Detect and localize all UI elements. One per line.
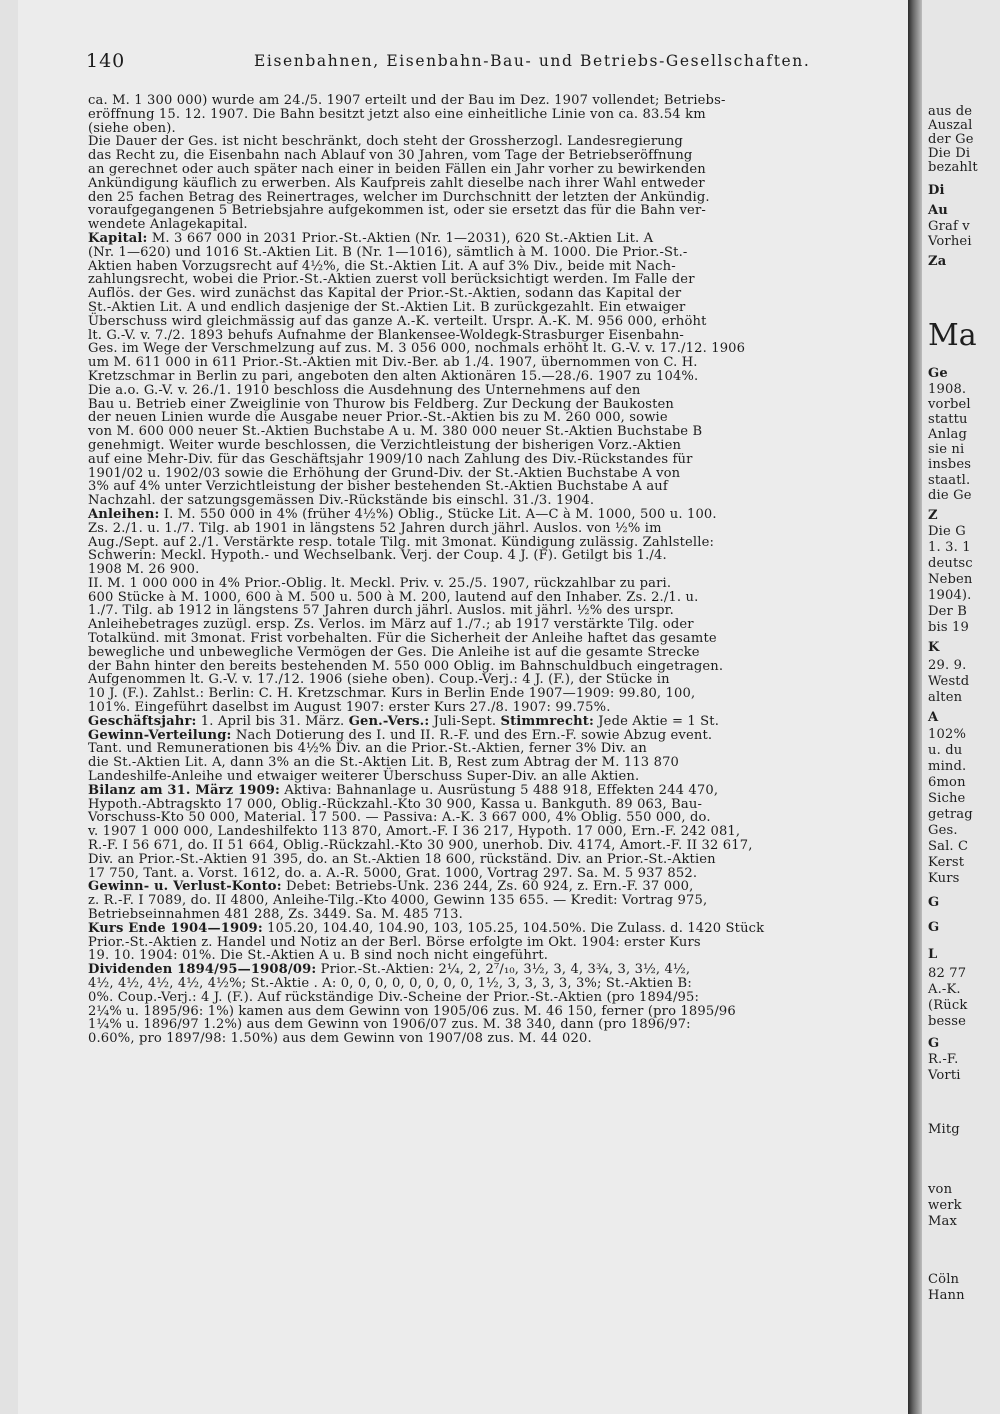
adjacent-page-line: G xyxy=(928,920,940,935)
line-text: lt. G.-V. v. 7./2. 1893 behufs Aufnahme der Blankensee-Woldegk-Strasburger Eisenbahn- xyxy=(88,327,684,343)
line-text: 1. April bis 31. März. xyxy=(196,713,349,729)
text-line xyxy=(88,549,894,563)
line-text: 0%. Coup.-Verj.: 4 J. (F.). Auf rückständige Div.-Scheine der Prior.-St.-Aktien (pro 1894/95: xyxy=(88,989,700,1005)
line-text: das Recht zu, die Eisenbahn nach Ablauf von 30 Jahren, vom Tage der Betriebseröffnung xyxy=(88,148,693,164)
text-line xyxy=(88,204,894,218)
line-text: Nachzahl. der satzungsgemässen Div.-Rückstände bis einschl. 31./3. 1904. xyxy=(88,493,595,509)
adjacent-page-line: Vorhei xyxy=(928,234,972,249)
adjacent-page-line: Graf v xyxy=(928,219,970,234)
adjacent-page-line: u. du xyxy=(928,743,963,758)
line-text: Aktiva: Bahnanlage u. Ausrüstung 5 488 918, Effekten 244 470, xyxy=(280,782,719,798)
adjacent-page-line: Mitg xyxy=(928,1122,960,1137)
text-line xyxy=(88,604,894,618)
line-text: R.-F. I 56 671, do. II 51 664, Oblig.-Rückzahl.-Kto 30 900, unerhob. Div. 4174, Amort.-F. II 32 617, xyxy=(88,838,753,854)
adjacent-page-line: Vorti xyxy=(928,1068,961,1083)
text-line xyxy=(88,853,894,867)
text-line xyxy=(88,1032,894,1046)
line-text: Tant. und Remunerationen bis 4½% Div. an die Prior.-St.-Aktien, ferner 3% Div. an xyxy=(88,741,647,757)
line-text: ca. M. 1 300 000) wurde am 24./5. 1907 erteilt und der Bau im Dez. 1907 vollendet; Betriebs- xyxy=(88,93,726,108)
adjacent-page-line: bezahlt xyxy=(928,160,978,175)
adjacent-page-line: Westd xyxy=(928,674,970,689)
line-text: Nach Dotierung des I. und II. R.-F. und des Ern.-F. sowie Abzug event. xyxy=(231,727,713,743)
line-text: 19. 10. 1904: 01%. Die St.-Aktien A u. B sind noch nicht eingeführt. xyxy=(88,948,549,964)
text-line xyxy=(88,536,894,550)
adjacent-page-line: Di xyxy=(928,183,945,198)
adjacent-page-line: A.-K. xyxy=(928,982,961,997)
text-line xyxy=(88,356,894,370)
text-line xyxy=(88,977,894,991)
text-line xyxy=(88,729,894,743)
line-text: St.-Aktien Lit. A und endlich dasjenige der St.-Aktien Lit. B zurückgezahlt. Ein etwaiger xyxy=(88,299,686,315)
adjacent-page-line: alten xyxy=(928,690,963,705)
line-text: Zs. 2./1. u. 1./7. Tilg. ab 1901 in längstens 52 Jahren durch jährl. Auslos. von ½% im xyxy=(88,520,662,536)
text-line xyxy=(88,922,894,936)
line-text: 1¼% u. 1896/97 1.2%) aus dem Gewinn von 1906/07 zus. M. 38 340, dann (pro 1896/97: xyxy=(88,1017,691,1033)
line-text: (siehe oben). xyxy=(88,120,176,136)
line-text: z. R.-F. I 7089, do. II 4800, Anleihe-Tilg.-Kto 4000, Gewinn 135 655. — Kredit: Vortrag 975, xyxy=(88,893,708,909)
adjacent-page-line: 29. 9. xyxy=(928,658,967,673)
text-line xyxy=(88,798,894,812)
page-number: 140 xyxy=(86,50,126,72)
text-line xyxy=(88,467,894,481)
text-line xyxy=(88,673,894,687)
text-line xyxy=(88,439,894,453)
adjacent-page-line: von xyxy=(928,1182,953,1197)
text-line xyxy=(88,425,894,439)
text-line xyxy=(88,177,894,191)
adjacent-page-line: Anlag xyxy=(928,427,968,442)
text-line xyxy=(88,936,894,950)
text-line xyxy=(88,522,894,536)
adjacent-page-line: bis 19 xyxy=(928,620,970,635)
adjacent-page-line: Kurs xyxy=(928,871,960,886)
line-text: M. 3 667 000 in 2031 Prior.-St.-Aktien (Nr. 1—2031), 620 St.-Aktien Lit. A xyxy=(147,230,654,246)
text-line xyxy=(88,149,894,163)
adjacent-page-line: Au xyxy=(928,203,948,218)
adjacent-page-line: Sal. C xyxy=(928,839,969,854)
line-text: Juli-Sept. xyxy=(429,713,501,729)
line-text: 1901/02 u. 1902/03 sowie die Erhöhung der Grund-Div. der St.-Aktien Buchstabe A von xyxy=(88,465,681,481)
section-heading: Anleihen: xyxy=(88,506,160,522)
line-text: voraufgegangenen 5 Betriebsjahre aufgekommen ist, oder sie ersetzt das für die Bahn ver- xyxy=(88,203,706,219)
section-heading: Kurs Ende 1904—1909: xyxy=(88,920,263,936)
text-line xyxy=(88,163,894,177)
adjacent-page-line: Siche xyxy=(928,791,966,806)
text-line xyxy=(88,122,894,136)
line-text: eröffnung 15. 12. 1907. Die Bahn besitzt jetzt also eine einheitliche Linie von ca. 83.54 km xyxy=(88,106,706,122)
line-text: an gerechnet oder auch später nach einer in beiden Fällen ein Jahr vorher zu bewirkenden xyxy=(88,161,706,177)
adjacent-page-line: Ma xyxy=(928,318,977,353)
line-text: 3% auf 4% unter Verzichtleistung der bisher bestehenden St.-Aktien Buchstabe A auf xyxy=(88,479,668,495)
line-text: Landeshilfe-Anleihe und etwaiger weiterer Überschuss Super-Div. an alle Aktien. xyxy=(88,769,640,785)
section-heading: Gen.-Vers.: xyxy=(348,713,430,729)
adjacent-page-line: Hann xyxy=(928,1288,965,1303)
adjacent-page-line: A xyxy=(928,710,939,725)
text-line xyxy=(88,784,894,798)
text-line xyxy=(88,260,894,274)
text-line xyxy=(88,342,894,356)
text-line xyxy=(88,963,894,977)
line-text: von M. 600 000 neuer St.-Aktien Buchstabe A u. M. 380 000 neuer St.-Aktien Buchstabe B xyxy=(88,424,703,440)
text-line xyxy=(88,756,894,770)
text-line xyxy=(88,1005,894,1019)
adjacent-page-line: 1. 3. 1 xyxy=(928,540,971,555)
adjacent-page-line: Ges. xyxy=(928,823,958,838)
text-line xyxy=(88,232,894,246)
line-text: 1./7. Tilg. ab 1912 in längstens 57 Jahren durch jährl. Auslos. mit jährl. ½% des urspr. xyxy=(88,603,674,619)
text-line xyxy=(88,191,894,205)
adjacent-page-line: (Rück xyxy=(928,998,968,1013)
adjacent-page-line: Auszal xyxy=(928,118,973,133)
text-line xyxy=(88,949,894,963)
line-text: 0.60%, pro 1897/98: 1.50%) aus dem Gewinn von 1907/08 zus. M. 44 020. xyxy=(88,1031,592,1047)
text-line xyxy=(88,880,894,894)
adjacent-page-line: werk xyxy=(928,1198,962,1213)
text-line xyxy=(88,370,894,384)
line-text: die St.-Aktien Lit. A, dann 3% an die St.-Aktien Lit. B, Rest zum Abtrag der M. 113 870 xyxy=(88,755,680,771)
line-text: Totalkünd. mit 3monat. Frist vorbehalten. Für die Sicherheit der Anleihe haftet das gesamte xyxy=(88,631,717,647)
line-text: auf eine Mehr-Div. für das Geschäftsjahr 1909/10 nach Zahlung des Div.-Rückstandes für xyxy=(88,451,693,467)
section-heading: Dividenden 1894/95—1908/09: xyxy=(88,962,317,978)
text-line xyxy=(88,480,894,494)
section-heading: Stimmrecht: xyxy=(500,713,594,729)
line-text: Hypoth.-Abtragskto 17 000, Oblig.-Rückzahl.-Kto 30 900, Kassa u. Bankguth. 89 063, Bau- xyxy=(88,796,703,812)
text-line xyxy=(88,508,894,522)
text-line xyxy=(88,315,894,329)
adjacent-page-line: Der B xyxy=(928,604,968,619)
adjacent-page-line: Za xyxy=(928,254,947,269)
text-line xyxy=(88,811,894,825)
adjacent-page-line: die Ge xyxy=(928,488,972,503)
adjacent-page-line: besse xyxy=(928,1014,967,1029)
adjacent-page-line: insbes xyxy=(928,457,972,472)
text-line xyxy=(88,301,894,315)
adjacent-page-line: G xyxy=(928,895,940,910)
running-title: Eisenbahnen, Eisenbahn-Bau- und Betriebs-Gesellschaften. xyxy=(254,52,811,70)
main-text-column xyxy=(88,94,894,1046)
line-text: Jede Aktie = 1 St. xyxy=(593,713,720,729)
line-text: Aktien haben Vorzugsrecht auf 4½%, die St.-Aktien Lit. A auf 3% Div., beide mit Nach- xyxy=(88,258,676,274)
line-text: Überschuss wird gleichmässig auf das ganze A.-K. verteilt. Urspr. A.-K. M. 956 000, erhöht xyxy=(88,313,707,329)
text-line xyxy=(88,411,894,425)
text-line xyxy=(88,660,894,674)
text-line xyxy=(88,453,894,467)
text-line xyxy=(88,742,894,756)
line-text: Die Dauer der Ges. ist nicht beschränkt, doch steht der Grossherzogl. Landesregierung xyxy=(88,134,683,150)
book-page xyxy=(18,0,910,1414)
line-text: Aug./Sept. auf 2./1. Verstärkte resp. totale Tilg. mit 3monat. Kündigung zulässig. Zahlstelle: xyxy=(88,534,715,550)
book-gutter-shadow xyxy=(908,0,922,1414)
text-line xyxy=(88,563,894,577)
section-heading: Kapital: xyxy=(88,230,148,246)
line-text: zahlungsrecht, wobei die Prior.-St.-Aktien zuerst voll berücksichtigt werden. Im Falle der xyxy=(88,272,695,288)
adjacent-page-line: 102% xyxy=(928,727,967,742)
adjacent-page-line: L xyxy=(928,947,938,962)
line-text: Schwerin: Meckl. Hypoth.- und Wechselbank. Verj. der Coup. 4 J. (F). Getilgt bis 1./4. xyxy=(88,548,667,564)
line-text: 4½, 4½, 4½, 4½, 4½%; St.-Aktie . A: 0, 0, 0, 0, 0, 0, 0, 0, 1½, 3, 3, 3, 3, 3%; St.-Aktien B: xyxy=(88,976,692,991)
adjacent-page-line: Z xyxy=(928,508,938,523)
adjacent-page-line: Die Di xyxy=(928,146,971,161)
text-line xyxy=(88,1018,894,1032)
line-text: 105.20, 104.40, 104.90, 103, 105.25, 104.50%. Die Zulass. d. 1420 Stück xyxy=(262,920,765,936)
adjacent-page-line: 82 77 xyxy=(928,966,967,981)
text-line xyxy=(88,94,894,108)
section-heading: Gewinn-Verteilung: xyxy=(88,727,232,743)
text-line xyxy=(88,591,894,605)
line-text: Auflös. der Ges. wird zunächst das Kapital der Prior.-St.-Aktien, sodann das Kapital der xyxy=(88,286,682,302)
text-line xyxy=(88,867,894,881)
adjacent-page-line: getrag xyxy=(928,807,973,822)
section-heading: Geschäftsjahr: xyxy=(88,713,197,729)
line-text: der Bahn hinter den bereits bestehenden M. 550 000 Oblig. im Bahnschuldbuch eingetragen. xyxy=(88,658,724,674)
line-text: genehmigt. Weiter wurde beschlossen, die Verzichtleistung der bisherigen Vorz.-Aktien xyxy=(88,437,682,453)
text-line xyxy=(88,398,894,412)
adjacent-page-line: Ge xyxy=(928,366,948,381)
adjacent-page-line: stattu xyxy=(928,412,968,427)
adjacent-page-line: deutsc xyxy=(928,556,973,571)
text-line xyxy=(88,770,894,784)
line-text: wendete Anlagekapital. xyxy=(88,217,248,233)
line-text: Die a.o. G.-V. v. 26./1. 1910 beschloss die Ausdehnung des Unternehmens auf den xyxy=(88,382,641,398)
adjacent-page-line: R.-F. xyxy=(928,1052,959,1067)
text-line xyxy=(88,701,894,715)
text-line xyxy=(88,894,894,908)
adjacent-page-line: aus de xyxy=(928,104,973,119)
line-text: (Nr. 1—620) und 1016 St.-Aktien Lit. B (Nr. 1—1016), sämtlich à M. 1000. Die Prior.-St.- xyxy=(88,244,688,260)
text-line xyxy=(88,494,894,508)
line-text: Kretzschmar in Berlin zu pari, angeboten den alten Aktionären 15.—28./6. 1907 zu 104%. xyxy=(88,368,699,384)
line-text: Aufgenommen lt. G.-V. v. 17./12. 1906 (siehe oben). Coup.-Verj.: 4 J. (F.), der Stücke in xyxy=(88,672,670,688)
line-text: den 25 fachen Betrag des Reinertrages, welcher im Durchschnitt der letzten der Ankündig. xyxy=(88,189,710,205)
text-line xyxy=(88,287,894,301)
line-text: 2¼% u. 1895/96: 1%) kamen aus dem Gewinn von 1905/06 zus. M. 46 150, ferner (pro 1895/96 xyxy=(88,1003,736,1019)
adjacent-page-line: G xyxy=(928,1036,940,1051)
text-line xyxy=(88,577,894,591)
line-text: Div. an Prior.-St.-Aktien 91 395, do. an St.-Aktien 18 600, rückständ. Div. an Prior.-St.-Aktien xyxy=(88,851,716,867)
line-text: Bau u. Betrieb einer Zweiglinie von Thurow bis Feldberg. Zur Deckung der Baukosten xyxy=(88,396,675,412)
text-line xyxy=(88,908,894,922)
section-heading: Bilanz am 31. März 1909: xyxy=(88,782,280,798)
text-line xyxy=(88,108,894,122)
adjacent-page-line: Cöln xyxy=(928,1272,960,1287)
line-text: Debet: Betriebs-Unk. 236 244, Zs. 60 924, z. Ern.-F. 37 000, xyxy=(281,879,694,895)
line-text: 600 Stücke à M. 1000, 600 à M. 500 u. 500 à M. 200, lautend auf den Inhaber. Zs. 2./1. u. xyxy=(88,589,699,605)
adjacent-page-line: Die G xyxy=(928,524,966,539)
text-line xyxy=(88,991,894,1005)
adjacent-page-line: 1908. xyxy=(928,382,967,397)
adjacent-page-line: sie ni xyxy=(928,442,965,457)
text-line xyxy=(88,384,894,398)
line-text: I. M. 550 000 in 4% (früher 4½%) Oblig., Stücke Lit. A—C à M. 1000, 500 u. 100. xyxy=(159,506,717,522)
adjacent-page-line: 6mon xyxy=(928,775,966,790)
text-line xyxy=(88,273,894,287)
text-line xyxy=(88,632,894,646)
text-line xyxy=(88,715,894,729)
text-line xyxy=(88,329,894,343)
text-line xyxy=(88,687,894,701)
text-line xyxy=(88,618,894,632)
line-text: 10 J. (F.). Zahlst.: Berlin: C. H. Kretzschmar. Kurs in Berlin Ende 1907—1909: 99.80, 100, xyxy=(88,686,696,702)
adjacent-page-line: K xyxy=(928,640,940,655)
adjacent-page-line: vorbel xyxy=(928,397,971,412)
text-line xyxy=(88,839,894,853)
line-text: Prior.-St.-Aktien z. Handel und Notiz an der Berl. Börse erfolgte im Okt. 1904: erster Kurs xyxy=(88,934,701,950)
line-text: 1908 M. 26 900. xyxy=(88,562,200,578)
text-line xyxy=(88,246,894,260)
line-text: 101%. Eingeführt daselbst im August 1907: erster Kurs 27./8. 1907: 99.75%. xyxy=(88,700,611,716)
text-line xyxy=(88,825,894,839)
line-text: Prior.-St.-Aktien: 2¼, 2, 2⁷/₁₀, 3½, 3, 4, 3¾, 3, 3½, 4½, xyxy=(316,962,691,978)
line-text: Ankündigung käuflich zu erwerben. Als Kaufpreis zahlt dieselbe nach ihrer Wahl entweder xyxy=(88,175,705,191)
line-text: II. M. 1 000 000 in 4% Prior.-Oblig. lt. Meckl. Priv. v. 25./5. 1907, rückzahlbar zu pari. xyxy=(88,575,672,591)
adjacent-page-line: staatl. xyxy=(928,473,971,488)
line-text: 17 750, Tant. a. Vorst. 1612, do. a. A.-R. 5000, Grat. 1000, Vortrag 297. Sa. M. 5 937 852. xyxy=(88,865,698,881)
section-heading: Gewinn- u. Verlust-Konto: xyxy=(88,879,282,895)
line-text: um M. 611 000 in 611 Prior.-St.-Aktien mit Div.-Ber. ab 1./4. 1907, übernommen von C. H. xyxy=(88,355,698,371)
adjacent-page-line: 1904). xyxy=(928,588,972,603)
adjacent-page-line: Kerst xyxy=(928,855,965,870)
line-text: bewegliche und unbewegliche Vermögen der Ges. Die Anleihe ist auf die gesamte Strecke xyxy=(88,644,700,660)
line-text: Vorschuss-Kto 50 000, Material. 17 500. — Passiva: A.-K. 3 667 000, 4% Oblig. 550 000, do. xyxy=(88,810,711,826)
line-text: Anleihebetrages zuzügl. ersp. Zs. Verlos. im März auf 1./7.; ab 1917 verstärkte Tilg. oder xyxy=(88,617,694,633)
line-text: der neuen Linien wurde die Ausgabe neuer Prior.-St.-Aktien bis zu M. 260 000, sowie xyxy=(88,410,668,426)
text-line xyxy=(88,135,894,149)
adjacent-page-line: Neben xyxy=(928,572,973,587)
text-line xyxy=(88,218,894,232)
adjacent-page-line: der Ge xyxy=(928,132,974,147)
line-text: Ges. im Wege der Verschmelzung auf zus. M. 3 056 000, nochmals erhöht lt. G.-V. v. 17./12. 1906 xyxy=(88,341,746,357)
adjacent-page-fragment xyxy=(922,0,1000,1414)
adjacent-page-line: mind. xyxy=(928,759,967,774)
text-line xyxy=(88,646,894,660)
line-text: Betriebseinnahmen 481 288, Zs. 3449. Sa. M. 485 713. xyxy=(88,907,463,923)
line-text: v. 1907 1 000 000, Landeshilfekto 113 870, Amort.-F. I 36 217, Hypoth. 17 000, Ern.-F. 242 081, xyxy=(88,824,741,840)
adjacent-page-line: Max xyxy=(928,1214,958,1229)
